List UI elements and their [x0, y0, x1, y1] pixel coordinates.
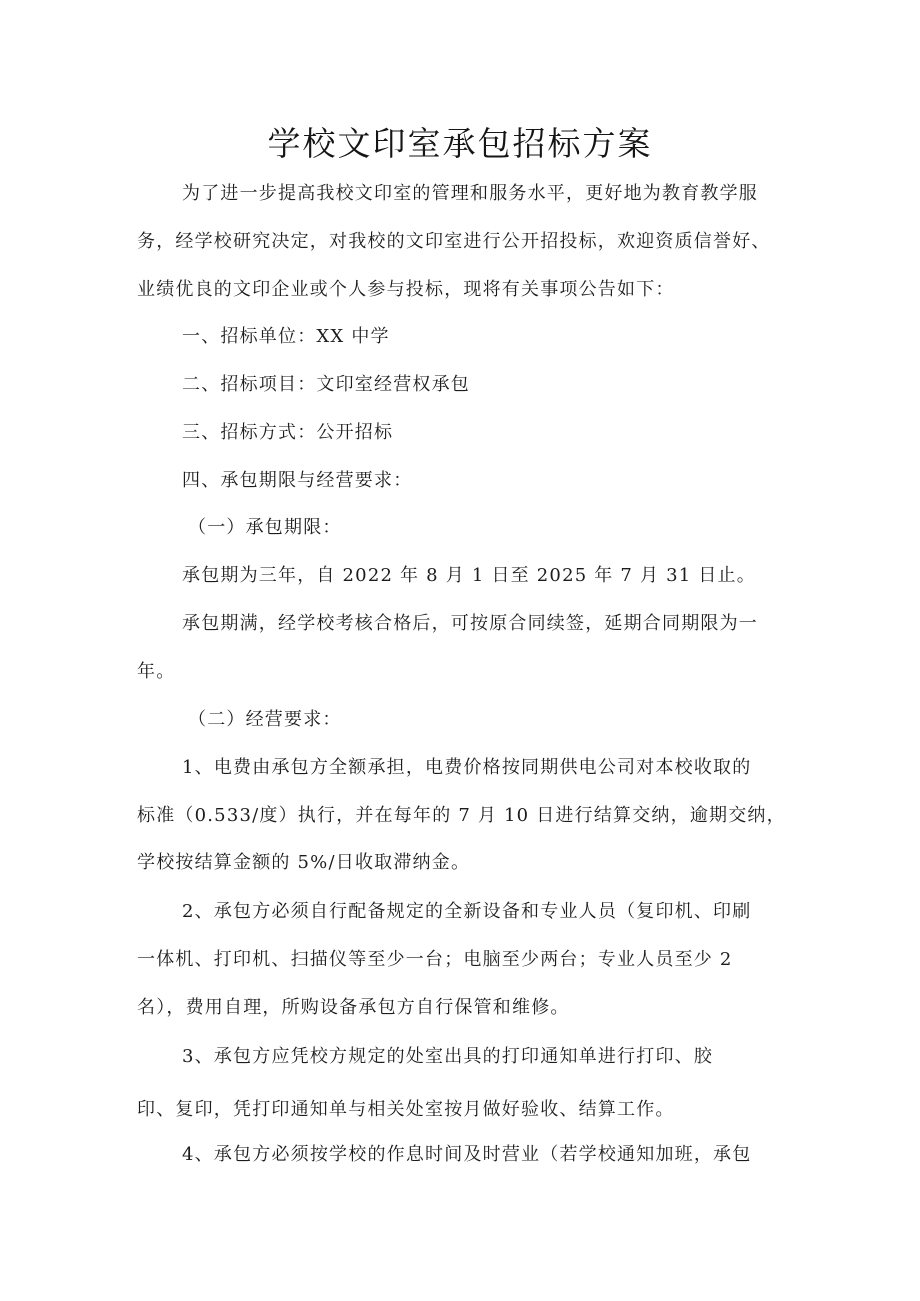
requirement-2-line-1: 2、承包方必须自行配备规定的全新设备和专业人员（复印机、印刷: [182, 901, 752, 922]
section-term-and-requirements: 四、承包期限与经营要求：: [182, 470, 413, 491]
intro-line-2: 务，经学校研究决定，对我校的文印室进行公开招投标，欢迎资质信誉好、: [137, 231, 771, 252]
section-tender-unit: 一、招标单位：XX 中学: [182, 326, 390, 347]
subsection-term: （一）承包期限：: [188, 517, 342, 538]
intro-line-1: 为了进一步提高我校文印室的管理和服务水平，更好地为教育教学服: [182, 183, 758, 204]
requirement-1-line-1: 1、电费由承包方全额承担，电费价格按同期供电公司对本校收取的: [182, 757, 752, 778]
section-tender-project: 二、招标项目：文印室经营权承包: [182, 374, 470, 395]
requirement-1-line-2: 标准（0.533/度）执行，并在每年的 7 月 10 日进行结算交纳，逾期交纳，: [137, 805, 786, 826]
requirement-4-line-1: 4、承包方必须按学校的作息时间及时营业（若学校通知加班，承包: [182, 1144, 752, 1165]
term-renewal-line-1: 承包期满，经学校考核合格后，可按原合同续签，延期合同期限为一: [182, 613, 758, 634]
requirement-2-line-3: 名），费用自理，所购设备承包方自行保管和维修。: [137, 997, 570, 1018]
term-period-line: 承包期为三年，自 2022 年 8 月 1 日至 2025 年 7 月 31 日止。: [182, 565, 756, 586]
subsection-requirements: （二）经营要求：: [188, 709, 342, 730]
requirement-3-line-1: 3、承包方应凭校方规定的处室出具的打印通知单进行打印、胶: [182, 1046, 714, 1067]
requirement-2-line-2: 一体机、打印机、扫描仪等至少一台；电脑至少两台；专业人员至少 2: [137, 949, 733, 970]
section-tender-method: 三、招标方式：公开招标: [182, 422, 394, 443]
requirement-3-line-2: 印、复印，凭打印通知单与相关处室按月做好验收、结算工作。: [137, 1099, 675, 1120]
document-title: 学校文印室承包招标方案: [267, 124, 653, 163]
requirement-1-line-3: 学校按结算金额的 5%/日收取滞纳金。: [137, 852, 471, 873]
intro-line-3: 业绩优良的文印企业或个人参与投标，现将有关事项公告如下：: [137, 279, 675, 300]
term-renewal-line-2: 年。: [137, 661, 176, 682]
